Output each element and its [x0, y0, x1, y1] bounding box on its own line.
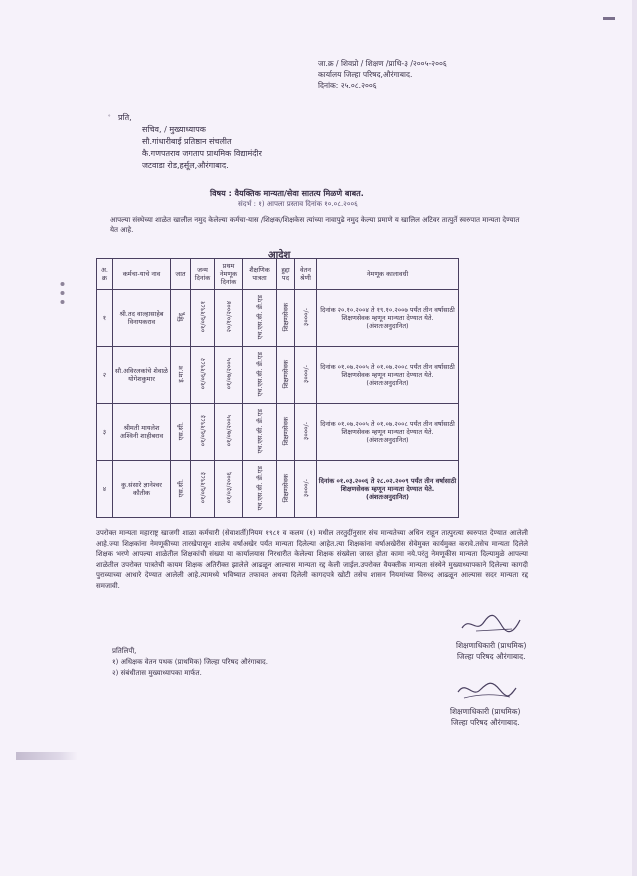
letterhead [318, 58, 447, 91]
header-name: कर्मचा-याचे नाव [113, 259, 171, 290]
handwritten-signature [450, 678, 520, 702]
cell-name: श्रीमती मायलेश अश्विनी शाहीबराव [113, 404, 171, 461]
cell-birth-date-text: ०१/०६/१९८१ [198, 301, 207, 333]
cell-first-appointment-text: ०१/०३/२००६ [224, 472, 233, 504]
header-birth-date: जन्म दिनांक [191, 259, 215, 290]
signatory-title: शिक्षणाधिकारी (प्राथमिक) [456, 641, 527, 650]
cell-qualification [243, 347, 277, 404]
cell-post-text: शिक्षणसेवक [281, 359, 290, 389]
cell-first-appointment [215, 347, 243, 404]
table-row [97, 347, 459, 404]
cell-pay-scale [295, 404, 317, 461]
punch-hole-mark [59, 280, 66, 306]
reference-label: संदर्भ : [238, 200, 256, 208]
cell-qualification-text: एच.एस.सी. डी.एड [255, 408, 264, 454]
cell-first-appointment [215, 461, 243, 518]
subject-text: वैयक्तिक मान्यता/सेवा सातत्य मिळणे बाबत. [234, 189, 364, 198]
signatory-title: शिक्षणाधिकारी (प्राथमिक) [450, 707, 521, 716]
cell-pay-scale-text: ३०००/- [301, 421, 310, 441]
cell-qualification [243, 461, 277, 518]
reference-number: जा.क्र / शिवप्रो / शिक्षण /प्राथि-३ /२००५-२००६ [318, 59, 447, 68]
cell-birth-date [191, 290, 215, 347]
order-title: आदेश [268, 250, 291, 261]
grant-status: (अंशतःअनुदानित) [365, 493, 410, 501]
cell-post [277, 347, 295, 404]
header-first-appointment: प्रथम नेमणूक दिनांक [215, 259, 243, 290]
recipient-line: सौ.गांधारीबाई प्रतिष्ठान संचलीत [142, 137, 232, 146]
margin-tick: ॰ [108, 113, 111, 120]
cell-name: सौ.अविरलकांचे शेवाळे योगेशकुमार [113, 347, 171, 404]
recipient-block [118, 112, 262, 172]
period-text: दिनांक ०१.०३.२००६ ते २८.०२.२००९ पर्यंत तीन वर्षासाठी शिक्षणसेवक म्हणून मान्यता देण्यात येते. [318, 477, 457, 493]
cell-serial: ४ [97, 461, 113, 518]
cell-serial: ३ [97, 404, 113, 461]
cell-pay-scale [295, 290, 317, 347]
signature-block-secondary [450, 678, 520, 728]
copy-recipient: १) अधिक्षक वेतन पथक (प्राथमिक) जिल्हा परिषद औरंगाबाद. [112, 658, 269, 666]
cell-caste [171, 461, 191, 518]
cell-qualification-text: एच.एस.सी. डी.एड [255, 465, 264, 511]
header-post: हुद्दा पद [277, 259, 295, 290]
cell-pay-scale-text: ३०००/- [301, 478, 310, 498]
cell-caste-text: हिंदू [176, 312, 185, 322]
cell-first-appointment [215, 290, 243, 347]
grant-status: (अंशतःअनुदानित) [366, 436, 409, 444]
table-row [97, 290, 459, 347]
recipient-line: कै.गणपतराव जगताप प्राथमिक विद्यामंदीर [142, 149, 262, 158]
cell-post-text: शिक्षणसेवक [281, 302, 290, 332]
cell-caste-text: एस.सी. [176, 421, 185, 441]
cell-birth-date-text: ०१/०६/१९८२ [198, 358, 207, 390]
header-serial: अ. क्र [97, 259, 113, 290]
cell-appointment-period [317, 461, 459, 518]
cell-birth-date [191, 404, 215, 461]
cell-post [277, 461, 295, 518]
period-text: दिनांक २०.१०.२००४ ते १९.१०.२००७ पर्यंत तीन वर्षासाठी शिक्षणसेवक म्हणून मान्यता देण्यात येते. [320, 306, 455, 322]
cell-qualification-text: एच.एस.सी. डी.एड [255, 294, 264, 340]
cell-first-appointment [215, 404, 243, 461]
cell-first-appointment-text: ०१/०७/२००५ [224, 415, 233, 447]
cell-first-appointment-text: २०/१०/२००४ [224, 301, 233, 333]
signatory-office: जिल्हा परिषद औरंगाबाद. [456, 652, 526, 661]
recipient-salutation: प्रति, [118, 113, 132, 122]
conditions-text: उपरोक्त मान्यता महाराष्ट्र खाजगी शाळा कर्मचारी (सेवाशर्ती)नियम १९८१ व कलम (१) मधील तरतुदींनुसार संच मान्यतेच्या अधिन राहून तात्पुरत्या स्वरुपात देण्यात आलेली आहे.ज्या शिक्षकांना नेमणूकीच्या तारखेपासून शालेय वर्षाअखेर पर्यंत मान्यता दिलेल्या आहेत.त्या शिक्षकांना वर्षाअखेरीस सेवेमुक्त कार्यमुक्त करावे.तसेच मान्यता दिलेले शिक्षक भरणे आपल्या शाळेतील शिक्षकांची संख्या या कार्यालयास निरधारीत केलेल्या शिक्षक संख्येला जास्त होता कामा नये.परंतु नेमणूकीस मान्यता दिल्यामुळे आपल्या शाळेतील उपरोक्त पात्रतेची कायम शिक्षक अतिरीक्त झालेले आढळून आल्यास मान्यता रद्द केली जाईल.उपरोक्त वैयक्तीक मान्यता संस्थेने मुख्याध्यापकाने दिलेल्या कागदी पुराव्याच्या आधारे देण्यात आलेली आहे.त्यामध्ये भविष्यात तफावत अथवा दिलेली कागदपत्रे खोटी तसेच शासन नियमांच्या विरुध्द आढळून आल्यास सदर मान्यता रद्द समजावी. [96, 529, 528, 590]
table-row [97, 404, 459, 461]
cell-qualification [243, 290, 277, 347]
table-header-row [97, 259, 459, 290]
cell-caste [171, 290, 191, 347]
cell-post [277, 290, 295, 347]
header-caste: जात [171, 259, 191, 290]
cell-birth-date-text: ०१/०६/१९८३ [198, 415, 207, 447]
header-qualification: शैक्षणिक पात्रता [243, 259, 277, 290]
cell-pay-scale-text: ३०००/- [301, 307, 310, 327]
cell-appointment-period [317, 290, 459, 347]
page-edge-shadow [632, 0, 637, 876]
cell-pay-scale-text: ३०००/- [301, 364, 310, 384]
header-pay-scale: वेतन श्रेणी [295, 259, 317, 290]
cell-post-text: शिक्षणसेवक [281, 416, 290, 446]
subject-block [210, 188, 364, 210]
cell-serial: १ [97, 290, 113, 347]
recipient-line: सचिव, / मुख्याध्यापक [142, 125, 206, 134]
cell-caste-text: एस.सी. [176, 478, 185, 498]
cell-birth-date [191, 347, 215, 404]
header-appointment-period: नेमणूक कालावधी [317, 259, 459, 290]
signature-block-primary [456, 612, 526, 662]
appointment-table [96, 258, 459, 518]
reference-text: १) आपला प्रस्ताव दिनांक १०.०८.२००६ [258, 200, 358, 208]
cell-birth-date [191, 461, 215, 518]
cell-post [277, 404, 295, 461]
letter-date: दिनांक: २५.०८.२००६ [318, 81, 377, 90]
handwritten-signature [456, 612, 526, 636]
cell-qualification [243, 404, 277, 461]
intro-paragraph [110, 215, 525, 235]
conditions-paragraph [96, 528, 528, 591]
cell-caste [171, 347, 191, 404]
period-text: दिनांक ०१.०७.२००५ ते ०१.०७.२००८ पर्यंत तीन वर्षासाठी शिक्षणसेवक म्हणून मान्यता देण्यात येते. [320, 363, 455, 379]
cell-appointment-period [317, 404, 459, 461]
cell-pay-scale [295, 461, 317, 518]
table-row [97, 461, 459, 518]
copy-recipient: २) संबंधीतास मुख्याध्यापका मार्फत. [112, 669, 202, 677]
signatory-office: जिल्हा परिषद औरंगाबाद. [450, 718, 520, 727]
period-text: दिनांक ०१.०७.२००५ ते ०१.०७.२००८ पर्यंत तीन वर्षासाठी शिक्षणसेवक म्हणून मान्यता देण्यात येते. [320, 420, 455, 436]
cell-qualification-text: एच.एस.सी. डी.एड [255, 351, 264, 397]
copies-label: प्रतिलिपी, [112, 647, 137, 655]
cell-caste-text: इ.मा.व [176, 365, 185, 383]
cell-pay-scale [295, 347, 317, 404]
cell-name: कु.संसारे ज्ञानेश्वर कौतीक [113, 461, 171, 518]
corner-mark [603, 17, 615, 20]
recipient-line: जटवाडा रोड,हर्सूल,औरंगाबाद. [142, 161, 229, 170]
cell-appointment-period [317, 347, 459, 404]
copies-block [112, 646, 268, 679]
cell-caste [171, 404, 191, 461]
office-name: कार्यालय जिल्हा परिषद,औरंगाबाद. [318, 70, 413, 79]
subject-label: विषय : [210, 189, 232, 198]
cell-name: श्री.तद वाल्हासाहेब विनायकराव [113, 290, 171, 347]
intro-text: आपल्या संस्थेच्या शाळेत खालील नमुद केलेल्या कर्मचा-यास /शिक्षक/शिक्षकेस त्यांच्या नावापुढे नमुद केल्या प्रमाणे य खालिल अटिवर तात्पुर्ते स्वरुपात मान्यता देण्यात येत आहे. [110, 216, 520, 234]
cell-first-appointment-text: ०१/०७/२००५ [224, 358, 233, 390]
scan-smudge [16, 752, 78, 760]
grant-status: (अंशतःअनुदानित) [366, 322, 409, 330]
cell-post-text: शिक्षणसेवक [281, 473, 290, 503]
cell-serial: २ [97, 347, 113, 404]
cell-birth-date-text: ०१/०६/१९८३ [198, 472, 207, 504]
grant-status: (अंशतःअनुदानित) [366, 379, 409, 387]
